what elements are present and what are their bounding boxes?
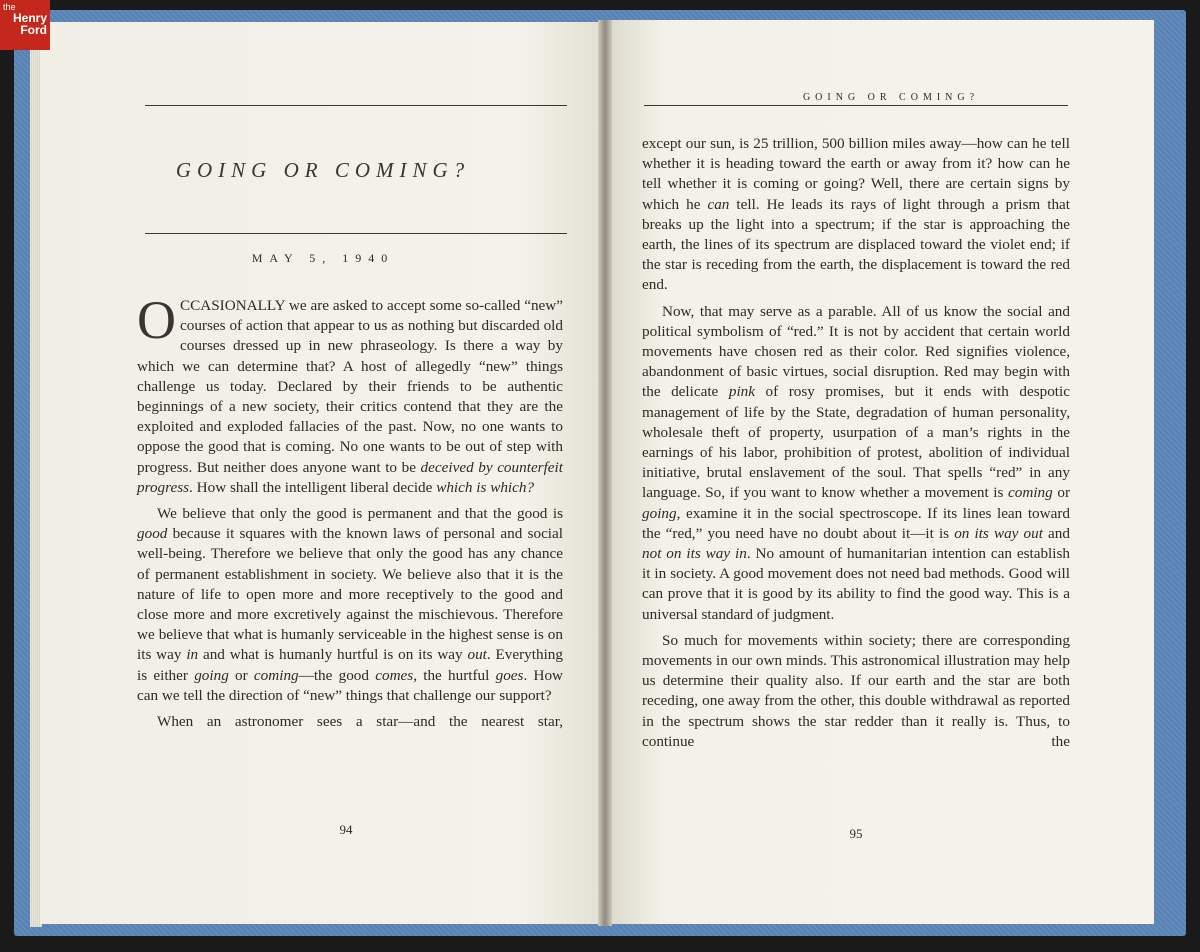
paragraph: except our sun, is 25 trillion, 500 billion miles away—how can he tell whether it is heading toward the earth or away from it? how can he tell whether it is coming or going? Well, there are certain signs by which he can tell. He leads its rays of light through a prism that breaks up the light into a spectrum; if the star is approaching the earth, the lines of its spectrum are displaced toward the violet end; if the star is receding from the earth, the displacement is toward the red end. [642, 135, 1070, 294]
paragraph: OCCASIONALLY we are asked to accept some so-called “new” courses of action that appear to us as nothing but discarded old courses dressed up in new phraseology. Is there a way by which we can determine that? A host of allegedly “new” things challenge us today. Declared by their friends to be authentic beginnings of a new society, their critics contend that they are the exploited and exploded fallacies of the past. Now, no one wants to oppose the good that is coming. No one wants to be out of step with progress. But neither does anyone want to be deceived by counterfeit progress. How shall the intelligent liberal decide which is which? [137, 290, 563, 496]
paragraph: When an astronomer sees a star—and the nearest star, [157, 713, 563, 731]
drop-cap: O [137, 290, 176, 350]
page-number-right: 95 [849, 826, 863, 841]
paragraph: So much for movements within society; there are corresponding movements in our own minds. This astronomical illustration may help us determine their quality also. If our earth and the star are both receding, one away from the other, this double withdrawal as reported in the spectrum shows the star redder than it really is. Thus, to continue the [642, 631, 1070, 750]
logo-text-ford: Ford [20, 23, 47, 37]
logo-text-the: the [3, 2, 16, 12]
running-head: GOING OR COMING? [802, 92, 980, 103]
paragraph: We believe that only the good is permanent and that the good is good because it squares with the known laws of personal and social well-being. Therefore we believe that only the good has any chance of permanent establishment in society. We believe also that it is the nature of life to open more and more receptively to the good and close more and more excretively against the mischievous. Therefore we believe that what is humanly serviceable in the highest sense is on its way in and what is humanly hurtful is on its way out. Everything is either going or coming—the good comes, the hurtful goes. How can we tell the direction of “new” things that challenge our support? [137, 505, 564, 704]
chapter-title: GOING OR COMING? [175, 158, 471, 182]
paragraph: Now, that may serve as a parable. All of us know the social and political symbolism of “red.” It is not by accident that certain world movements have chosen red as their color. Red signifies violence, abandonment of basic virtues, social disruption. Red may begin with the delicate pink of rosy promises, but it ends with despotic management of life by the State, degradation of human personality, wholesale theft of property, usurpation of a man’s rights in the earnings of his labor, prohibition of protest, abolition of individual initiative, brutal enslavement of the soul. That spells “red” in any language. So, if you want to know whether a movement is coming or going, examine it in the social spectroscope. If its lines lean toward the “red,” you need have no doubt about it—it is on its way out and not on its way in. No amount of humanitarian intention can establish it in society. A good movement does not need bad methods. Good will can prove that it is good by its ability to find the good way. This is a universal standard of judgment. [642, 302, 1070, 623]
top-rule-right [644, 105, 1068, 106]
right-page-text [642, 134, 1070, 752]
book-gutter [598, 20, 612, 926]
henry-ford-logo [0, 0, 50, 50]
left-page-text [137, 290, 564, 732]
logo-text-henry: Henry [12, 11, 47, 25]
title-rule [145, 233, 567, 234]
page-number-left: 94 [339, 822, 353, 837]
top-rule-left [145, 105, 567, 106]
chapter-date: MAY 5, 1940 [251, 251, 395, 265]
